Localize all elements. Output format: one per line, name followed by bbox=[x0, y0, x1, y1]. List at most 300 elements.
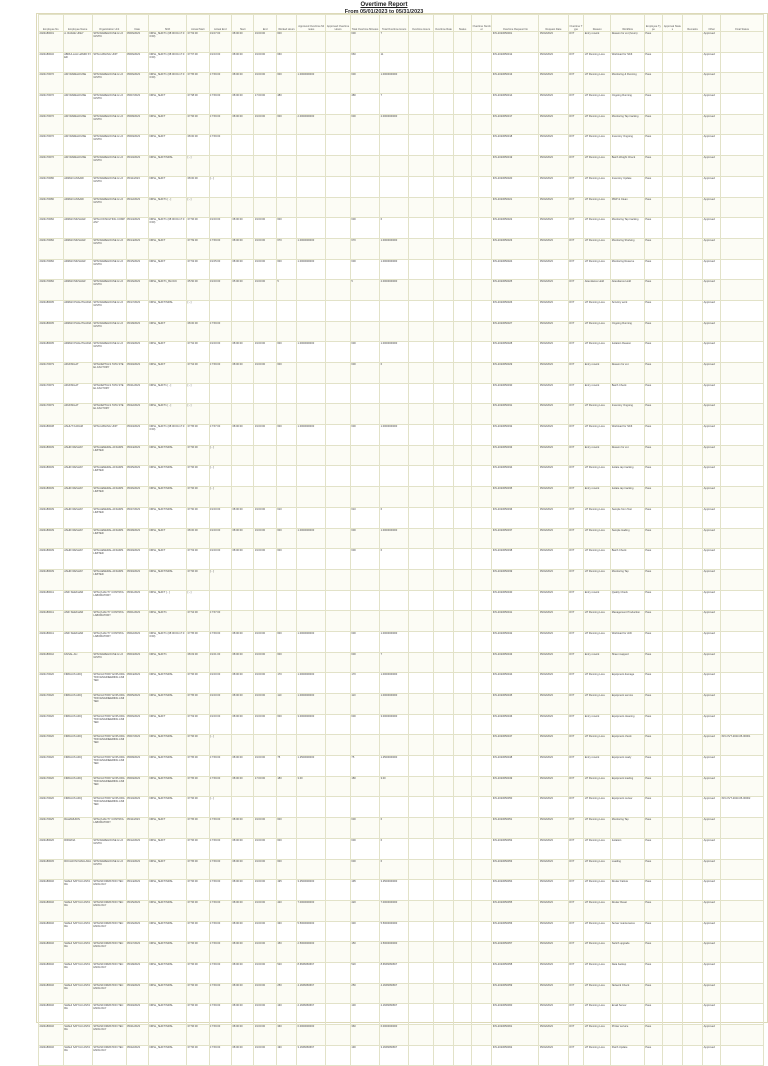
table-cell bbox=[326, 466, 351, 487]
table-cell: 2024180045 bbox=[39, 859, 64, 880]
table-cell: 1.0000000000 bbox=[380, 694, 409, 715]
table-cell bbox=[721, 714, 764, 735]
table-cell: INV-2023050060 bbox=[492, 1004, 539, 1025]
table-cell: INV-2023050026 bbox=[492, 300, 539, 321]
table-cell: 600 bbox=[350, 114, 379, 135]
table-cell: SPN-GENERAL AFFAIRS LIMITED bbox=[92, 528, 126, 549]
table-cell: 3.1666666667 bbox=[380, 1045, 409, 1066]
table-cell: 600 bbox=[350, 714, 379, 735]
table-cell bbox=[409, 921, 434, 942]
table-cell: 08:00:00 bbox=[231, 673, 253, 694]
table-cell bbox=[662, 838, 682, 859]
table-cell bbox=[297, 838, 326, 859]
table-cell bbox=[326, 73, 351, 94]
table-cell: 19:00:00 bbox=[209, 549, 231, 570]
table-cell: 19:00:00 bbox=[209, 342, 231, 363]
table-cell: 1.0000000000 bbox=[380, 259, 409, 280]
table-cell: Pass bbox=[644, 549, 662, 570]
table-cell: Pass bbox=[644, 135, 662, 156]
table-cell: 6.0000000000 bbox=[380, 1025, 409, 1046]
table-cell: 6 bbox=[380, 218, 409, 239]
table-cell bbox=[454, 776, 472, 797]
table-cell: Router Failure bbox=[611, 880, 645, 901]
table-cell bbox=[662, 218, 682, 239]
table-cell: Pass bbox=[644, 218, 662, 239]
table-cell: 05/22/2023 bbox=[539, 94, 568, 115]
table-cell bbox=[662, 404, 682, 425]
table-cell: OVT bbox=[568, 445, 584, 466]
table-cell bbox=[682, 756, 702, 777]
table-cell: SPN-WAREHOUSE & LOGISTIC bbox=[92, 342, 126, 363]
table-cell bbox=[409, 714, 434, 735]
table-cell: Pass bbox=[644, 445, 662, 466]
table-cell: OVT bbox=[568, 921, 584, 942]
table-cell bbox=[433, 569, 453, 590]
table-cell bbox=[297, 507, 326, 528]
table-cell: 8.6666666667 bbox=[297, 962, 326, 983]
table-cell: 08:03:00 bbox=[187, 652, 209, 673]
table-cell bbox=[721, 383, 764, 404]
table-cell: Monitoring Tap tracking bbox=[611, 114, 645, 135]
column-header: Overtime Number bbox=[472, 15, 492, 32]
table-row bbox=[39, 321, 764, 342]
table-cell bbox=[662, 425, 682, 446]
table-cell: NRSL_SHIFT/NRSL bbox=[148, 156, 186, 177]
table-cell: HT Running Loss bbox=[584, 942, 611, 963]
table-cell: 17:59:00 bbox=[209, 1004, 231, 1025]
table-cell: 08:00:00 bbox=[231, 694, 253, 715]
table-cell bbox=[721, 52, 764, 73]
table-cell: 2024180046 bbox=[39, 1025, 64, 1046]
table-cell: 05/10/2023 bbox=[126, 156, 148, 177]
table-cell: 07:50:00 bbox=[187, 507, 209, 528]
table-cell bbox=[433, 259, 453, 280]
table-cell bbox=[682, 859, 702, 880]
column-header: Total Overtime Hours bbox=[380, 15, 409, 32]
table-cell: NRSL_SHIFT1 bbox=[148, 611, 186, 632]
table-cell: 07:55:00 bbox=[187, 694, 209, 715]
table-cell: 05/18/2023 bbox=[126, 321, 148, 342]
table-cell: Approved bbox=[703, 94, 721, 115]
table-cell: HT Running Loss bbox=[584, 197, 611, 218]
table-cell bbox=[454, 238, 472, 259]
table-cell bbox=[433, 114, 453, 135]
table-cell: 19:00:00 bbox=[254, 114, 276, 135]
table-cell: 05/16/2023 bbox=[126, 280, 148, 301]
table-cell: 08:00:00 bbox=[231, 1004, 253, 1025]
table-cell: 1.0000000000 bbox=[297, 694, 326, 715]
table-cell bbox=[433, 756, 453, 777]
table-row bbox=[39, 714, 764, 735]
table-cell: NRSL_SHIFT bbox=[148, 818, 186, 839]
table-cell bbox=[409, 466, 434, 487]
table-cell: 2024180039 bbox=[39, 466, 64, 487]
table-cell: 05/22/2023 bbox=[539, 176, 568, 197]
table-cell: OVT bbox=[568, 694, 584, 715]
table-cell: 05/14/2023 bbox=[126, 880, 148, 901]
table-cell: Approved bbox=[703, 218, 721, 239]
table-cell bbox=[276, 735, 296, 756]
table-cell: Pass bbox=[644, 280, 662, 301]
table-cell: 05/21/2023 bbox=[126, 383, 148, 404]
table-cell: 170 bbox=[276, 673, 296, 694]
table-cell: 08:00:00 bbox=[187, 135, 209, 156]
table-cell bbox=[454, 818, 472, 839]
table-cell bbox=[472, 1025, 492, 1046]
table-cell: ASIF SHEKHAR bbox=[63, 631, 92, 652]
table-cell: 07:57:00 bbox=[187, 52, 209, 73]
table-cell: SPN-GENERAL AFFAIRS LIMITED bbox=[92, 569, 126, 590]
table-cell: 520 bbox=[350, 962, 379, 983]
table-cell bbox=[433, 300, 453, 321]
table-cell bbox=[721, 590, 764, 611]
table-cell: OVT bbox=[568, 32, 584, 53]
table-cell: 2.5000000000 bbox=[297, 942, 326, 963]
table-cell bbox=[409, 218, 434, 239]
table-cell: OVT bbox=[568, 280, 584, 301]
table-cell: 07:56:00 bbox=[187, 114, 209, 135]
table-cell bbox=[433, 880, 453, 901]
table-cell: SPN-WAREHOUSE & LOGISTIC bbox=[92, 32, 126, 53]
table-cell: 6 bbox=[380, 859, 409, 880]
table-cell: OVT bbox=[568, 94, 584, 115]
table-cell: HT Running Loss bbox=[584, 300, 611, 321]
table-cell: 07:56:00 bbox=[187, 445, 209, 466]
table-cell bbox=[409, 756, 434, 777]
table-cell: 08:00:00 bbox=[231, 921, 253, 942]
table-cell bbox=[409, 983, 434, 1004]
table-cell bbox=[682, 321, 702, 342]
table-cell: 17:57:00 bbox=[209, 425, 231, 446]
table-cell bbox=[721, 983, 764, 1004]
table-cell bbox=[297, 797, 326, 818]
table-cell bbox=[454, 259, 472, 280]
table-cell: 05/22/2023 bbox=[539, 694, 568, 715]
table-cell: Inventory Update bbox=[611, 176, 645, 197]
table-cell: 19:05:00 bbox=[209, 259, 231, 280]
table-cell: 2024180005 bbox=[39, 321, 64, 342]
table-cell bbox=[409, 880, 434, 901]
table-cell: 05/22/2023 bbox=[126, 404, 148, 425]
table-cell: 75 bbox=[350, 756, 379, 777]
table-cell bbox=[721, 942, 764, 963]
table-cell bbox=[662, 983, 682, 1004]
table-cell: 250 bbox=[276, 983, 296, 1004]
table-cell: Pass bbox=[644, 756, 662, 777]
table-cell: SPN-GENERAL AFFAIRS LIMITED bbox=[92, 507, 126, 528]
table-cell bbox=[297, 859, 326, 880]
table-cell: Pass bbox=[644, 300, 662, 321]
table-cell: INV-2023050019 bbox=[492, 156, 539, 177]
table-cell: 05/22/2023 bbox=[539, 383, 568, 404]
table-cell bbox=[721, 238, 764, 259]
table-cell bbox=[409, 52, 434, 73]
table-cell: Approved bbox=[703, 549, 721, 570]
table-cell: 1.0000000000 bbox=[297, 631, 326, 652]
table-cell: SPN-INFORMATION TECHNOLOGY bbox=[92, 880, 126, 901]
table-cell bbox=[682, 528, 702, 549]
table-cell: NRSL_SHIFT bbox=[148, 342, 186, 363]
table-cell bbox=[472, 652, 492, 673]
table-cell: 05/22/2023 bbox=[539, 197, 568, 218]
table-cell bbox=[454, 921, 472, 942]
table-cell: Pass bbox=[644, 1045, 662, 1066]
table-cell bbox=[682, 445, 702, 466]
table-cell: 05/06/2023 bbox=[126, 32, 148, 53]
table-cell bbox=[682, 507, 702, 528]
table-cell: ASIF SHEKHAR bbox=[63, 590, 92, 611]
table-cell: Approved bbox=[703, 363, 721, 384]
table-cell bbox=[409, 300, 434, 321]
table-cell: 19:00:00 bbox=[254, 673, 276, 694]
table-cell: SPN-WAREHOUSE & LOGISTIC bbox=[92, 114, 126, 135]
table-cell bbox=[380, 487, 409, 508]
table-cell: 17:00:00 bbox=[254, 776, 276, 797]
table-cell: HT Running Loss bbox=[584, 135, 611, 156]
table-cell: 05/02/2023 bbox=[126, 631, 148, 652]
table-cell: OVT bbox=[568, 735, 584, 756]
table-cell bbox=[409, 259, 434, 280]
table-cell bbox=[662, 32, 682, 53]
table-cell: SHAHI SATYAU ANTARA bbox=[63, 921, 92, 942]
table-cell: Approved bbox=[703, 694, 721, 715]
table-cell bbox=[454, 176, 472, 197]
table-cell: SPN-FACTORY EXPLORATION ENGINEERING LIMITED bbox=[92, 694, 126, 715]
table-cell: 2.1666666667 bbox=[297, 1004, 326, 1025]
table-cell: 05/06/2023 bbox=[126, 52, 148, 73]
table-cell: 17:59:00 bbox=[209, 859, 231, 880]
table-cell: OVT bbox=[568, 52, 584, 73]
table-cell bbox=[721, 549, 764, 570]
table-row bbox=[39, 73, 764, 94]
table-cell bbox=[350, 487, 379, 508]
table-cell: 05/15/2023 bbox=[126, 900, 148, 921]
table-cell: SPN-INFORMATION TECHNOLOGY bbox=[92, 900, 126, 921]
table-cell bbox=[472, 838, 492, 859]
table-cell: 600 bbox=[350, 32, 379, 53]
table-cell bbox=[231, 590, 253, 611]
table-cell: 08:00:00 bbox=[231, 942, 253, 963]
table-cell bbox=[433, 1004, 453, 1025]
table-cell bbox=[472, 631, 492, 652]
table-cell: 05/22/2023 bbox=[539, 611, 568, 632]
table-cell bbox=[350, 797, 379, 818]
table-cell: Email Server bbox=[611, 1004, 645, 1025]
table-cell bbox=[682, 32, 702, 53]
table-cell: OVT bbox=[568, 238, 584, 259]
table-cell bbox=[209, 404, 231, 425]
table-cell: OVT bbox=[568, 404, 584, 425]
table-cell bbox=[454, 466, 472, 487]
table-cell bbox=[662, 611, 682, 632]
table-cell: 08:00:00 bbox=[231, 962, 253, 983]
table-cell: NRSL_SHIFT/NRSL bbox=[148, 962, 186, 983]
table-cell bbox=[472, 218, 492, 239]
table-cell: SPN-FACTORY EXPLORATION ENGINEERING LIMITED bbox=[92, 735, 126, 756]
table-cell: 08:00:00 bbox=[231, 1045, 253, 1066]
table-cell bbox=[409, 94, 434, 115]
table-cell: 19:00:00 bbox=[209, 673, 231, 694]
table-cell: 190 bbox=[350, 1045, 379, 1066]
table-cell: 05/22/2023 bbox=[539, 32, 568, 53]
table-cell bbox=[472, 735, 492, 756]
table-cell bbox=[231, 466, 253, 487]
table-cell bbox=[231, 135, 253, 156]
table-cell bbox=[433, 218, 453, 239]
table-cell: 2024180041 bbox=[39, 611, 64, 632]
table-cell: 2024170020 bbox=[39, 714, 64, 735]
table-cell bbox=[297, 300, 326, 321]
table-cell: Monitoring Shelving bbox=[611, 238, 645, 259]
table-cell bbox=[454, 1025, 472, 1046]
table-row bbox=[39, 445, 764, 466]
table-cell bbox=[721, 218, 764, 239]
table-cell: 05/22/2023 bbox=[539, 404, 568, 425]
table-cell bbox=[433, 342, 453, 363]
table-cell: Approved bbox=[703, 797, 721, 818]
table-cell: 520 bbox=[276, 962, 296, 983]
table-cell: DWP & Clean bbox=[611, 197, 645, 218]
table-cell: Sample loading bbox=[611, 528, 645, 549]
table-cell: 2024170079 bbox=[39, 363, 64, 384]
table-cell: SPN-GENERAL AFFAIRS LIMITED bbox=[92, 466, 126, 487]
table-cell: HT Running Loss bbox=[584, 569, 611, 590]
table-cell bbox=[472, 466, 492, 487]
table-cell bbox=[433, 921, 453, 942]
table-cell: ASHUT KADAM bbox=[63, 425, 92, 446]
table-cell: Pass bbox=[644, 1025, 662, 1046]
table-cell bbox=[326, 962, 351, 983]
table-cell: Approved bbox=[703, 528, 721, 549]
table-cell: AIR WAREHOUSE bbox=[63, 114, 92, 135]
table-cell bbox=[662, 487, 682, 508]
table-cell: SPN-WAREHOUSE & LOGISTIC bbox=[92, 197, 126, 218]
table-cell bbox=[682, 569, 702, 590]
table-cell: INV-2023050061 bbox=[492, 1025, 539, 1046]
table-cell: OVT bbox=[568, 321, 584, 342]
table-cell: 3.00 bbox=[297, 776, 326, 797]
table-cell: 08:00:00 bbox=[231, 238, 253, 259]
table-cell bbox=[380, 466, 409, 487]
table-cell: HT Running Loss bbox=[584, 631, 611, 652]
table-cell: 07:55:00 bbox=[187, 776, 209, 797]
table-cell: NRSL_SHIFT bbox=[148, 238, 186, 259]
table-cell bbox=[276, 466, 296, 487]
table-cell: 2024180038 bbox=[39, 425, 64, 446]
table-cell: SPN-WAREHOUSE & LOGISTIC bbox=[92, 176, 126, 197]
table-cell bbox=[662, 942, 682, 963]
table-cell bbox=[326, 507, 351, 528]
table-cell: 600 bbox=[276, 859, 296, 880]
table-cell bbox=[380, 156, 409, 177]
table-cell: NRSL_SHIFT1 [ - ] bbox=[148, 383, 186, 404]
table-cell: Monitoring Tap tracking bbox=[611, 218, 645, 239]
table-cell: Pass bbox=[644, 962, 662, 983]
table-cell bbox=[297, 652, 326, 673]
table-cell: 130 bbox=[350, 1004, 379, 1025]
table-cell bbox=[721, 280, 764, 301]
table-cell: Pass bbox=[644, 528, 662, 549]
table-cell: 600 bbox=[276, 218, 296, 239]
table-cell: Approved bbox=[703, 673, 721, 694]
table-cell: 05/06/2023 bbox=[126, 714, 148, 735]
table-cell: Pass bbox=[644, 859, 662, 880]
table-cell: INV-2023050027 bbox=[492, 321, 539, 342]
table-cell bbox=[433, 135, 453, 156]
table-cell: SPN-WAREHOUSE & LOGISTIC bbox=[92, 280, 126, 301]
table-cell: 2024180032 bbox=[39, 52, 64, 73]
table-cell bbox=[472, 611, 492, 632]
table-cell: 19:00:00 bbox=[254, 921, 276, 942]
table-row bbox=[39, 156, 764, 177]
table-body bbox=[39, 32, 764, 1066]
table-cell: HT Running Loss bbox=[584, 94, 611, 115]
table-cell: 600 bbox=[276, 652, 296, 673]
table-cell bbox=[721, 673, 764, 694]
table-cell: 1.0000000000 bbox=[380, 673, 409, 694]
table-cell: Pass bbox=[644, 735, 662, 756]
table-cell: 600 bbox=[276, 838, 296, 859]
column-header: Approved Overtime Hours bbox=[326, 15, 351, 32]
table-cell: Approved bbox=[703, 838, 721, 859]
table-row bbox=[39, 383, 764, 404]
table-cell: 17:59:00 bbox=[209, 962, 231, 983]
table-cell bbox=[380, 383, 409, 404]
table-cell: 05/13/2023 bbox=[126, 218, 148, 239]
table-cell bbox=[231, 156, 253, 177]
table-cell: Pass bbox=[644, 652, 662, 673]
table-cell: 2024180039 bbox=[39, 569, 64, 590]
table-cell: SPN-CABLING UNIT bbox=[92, 425, 126, 446]
table-cell: Pass bbox=[644, 32, 662, 53]
table-cell bbox=[662, 135, 682, 156]
table-cell: Pass bbox=[644, 238, 662, 259]
table-cell: OVT bbox=[568, 363, 584, 384]
table-row bbox=[39, 652, 764, 673]
table-cell: Pass bbox=[644, 507, 662, 528]
table-cell bbox=[662, 466, 682, 487]
table-cell: NRSL_SHIFT1 (08:00:00-17:00:00) bbox=[148, 52, 186, 73]
table-cell bbox=[721, 32, 764, 53]
table-cell: 2024170079 bbox=[39, 404, 64, 425]
table-cell bbox=[433, 694, 453, 715]
table-cell: NRSL_SHIFT/NRSL bbox=[148, 1025, 186, 1046]
table-cell bbox=[297, 156, 326, 177]
table-cell: ARMAN PHALITHADIA bbox=[63, 321, 92, 342]
table-cell: ASHIF RESHAT bbox=[63, 528, 92, 549]
table-cell: 110 bbox=[350, 694, 379, 715]
table-cell bbox=[454, 1045, 472, 1066]
table-cell bbox=[454, 735, 472, 756]
table-row bbox=[39, 280, 764, 301]
table-cell bbox=[721, 838, 764, 859]
table-cell: INV-2023050059 bbox=[492, 983, 539, 1004]
table-cell bbox=[721, 1004, 764, 1025]
table-cell: 05/24/2023 bbox=[126, 445, 148, 466]
table-cell bbox=[454, 880, 472, 901]
table-cell bbox=[326, 818, 351, 839]
table-cell bbox=[276, 156, 296, 177]
table-row bbox=[39, 1025, 764, 1046]
table-cell: 19:00:00 bbox=[254, 652, 276, 673]
table-cell: 07:56:00 bbox=[187, 1045, 209, 1066]
column-header: Overtime Rate bbox=[433, 15, 453, 32]
table-cell bbox=[276, 797, 296, 818]
table-cell bbox=[276, 300, 296, 321]
table-cell bbox=[433, 425, 453, 446]
table-cell: NRSL_SHIFT bbox=[148, 859, 186, 880]
table-cell bbox=[682, 425, 702, 446]
